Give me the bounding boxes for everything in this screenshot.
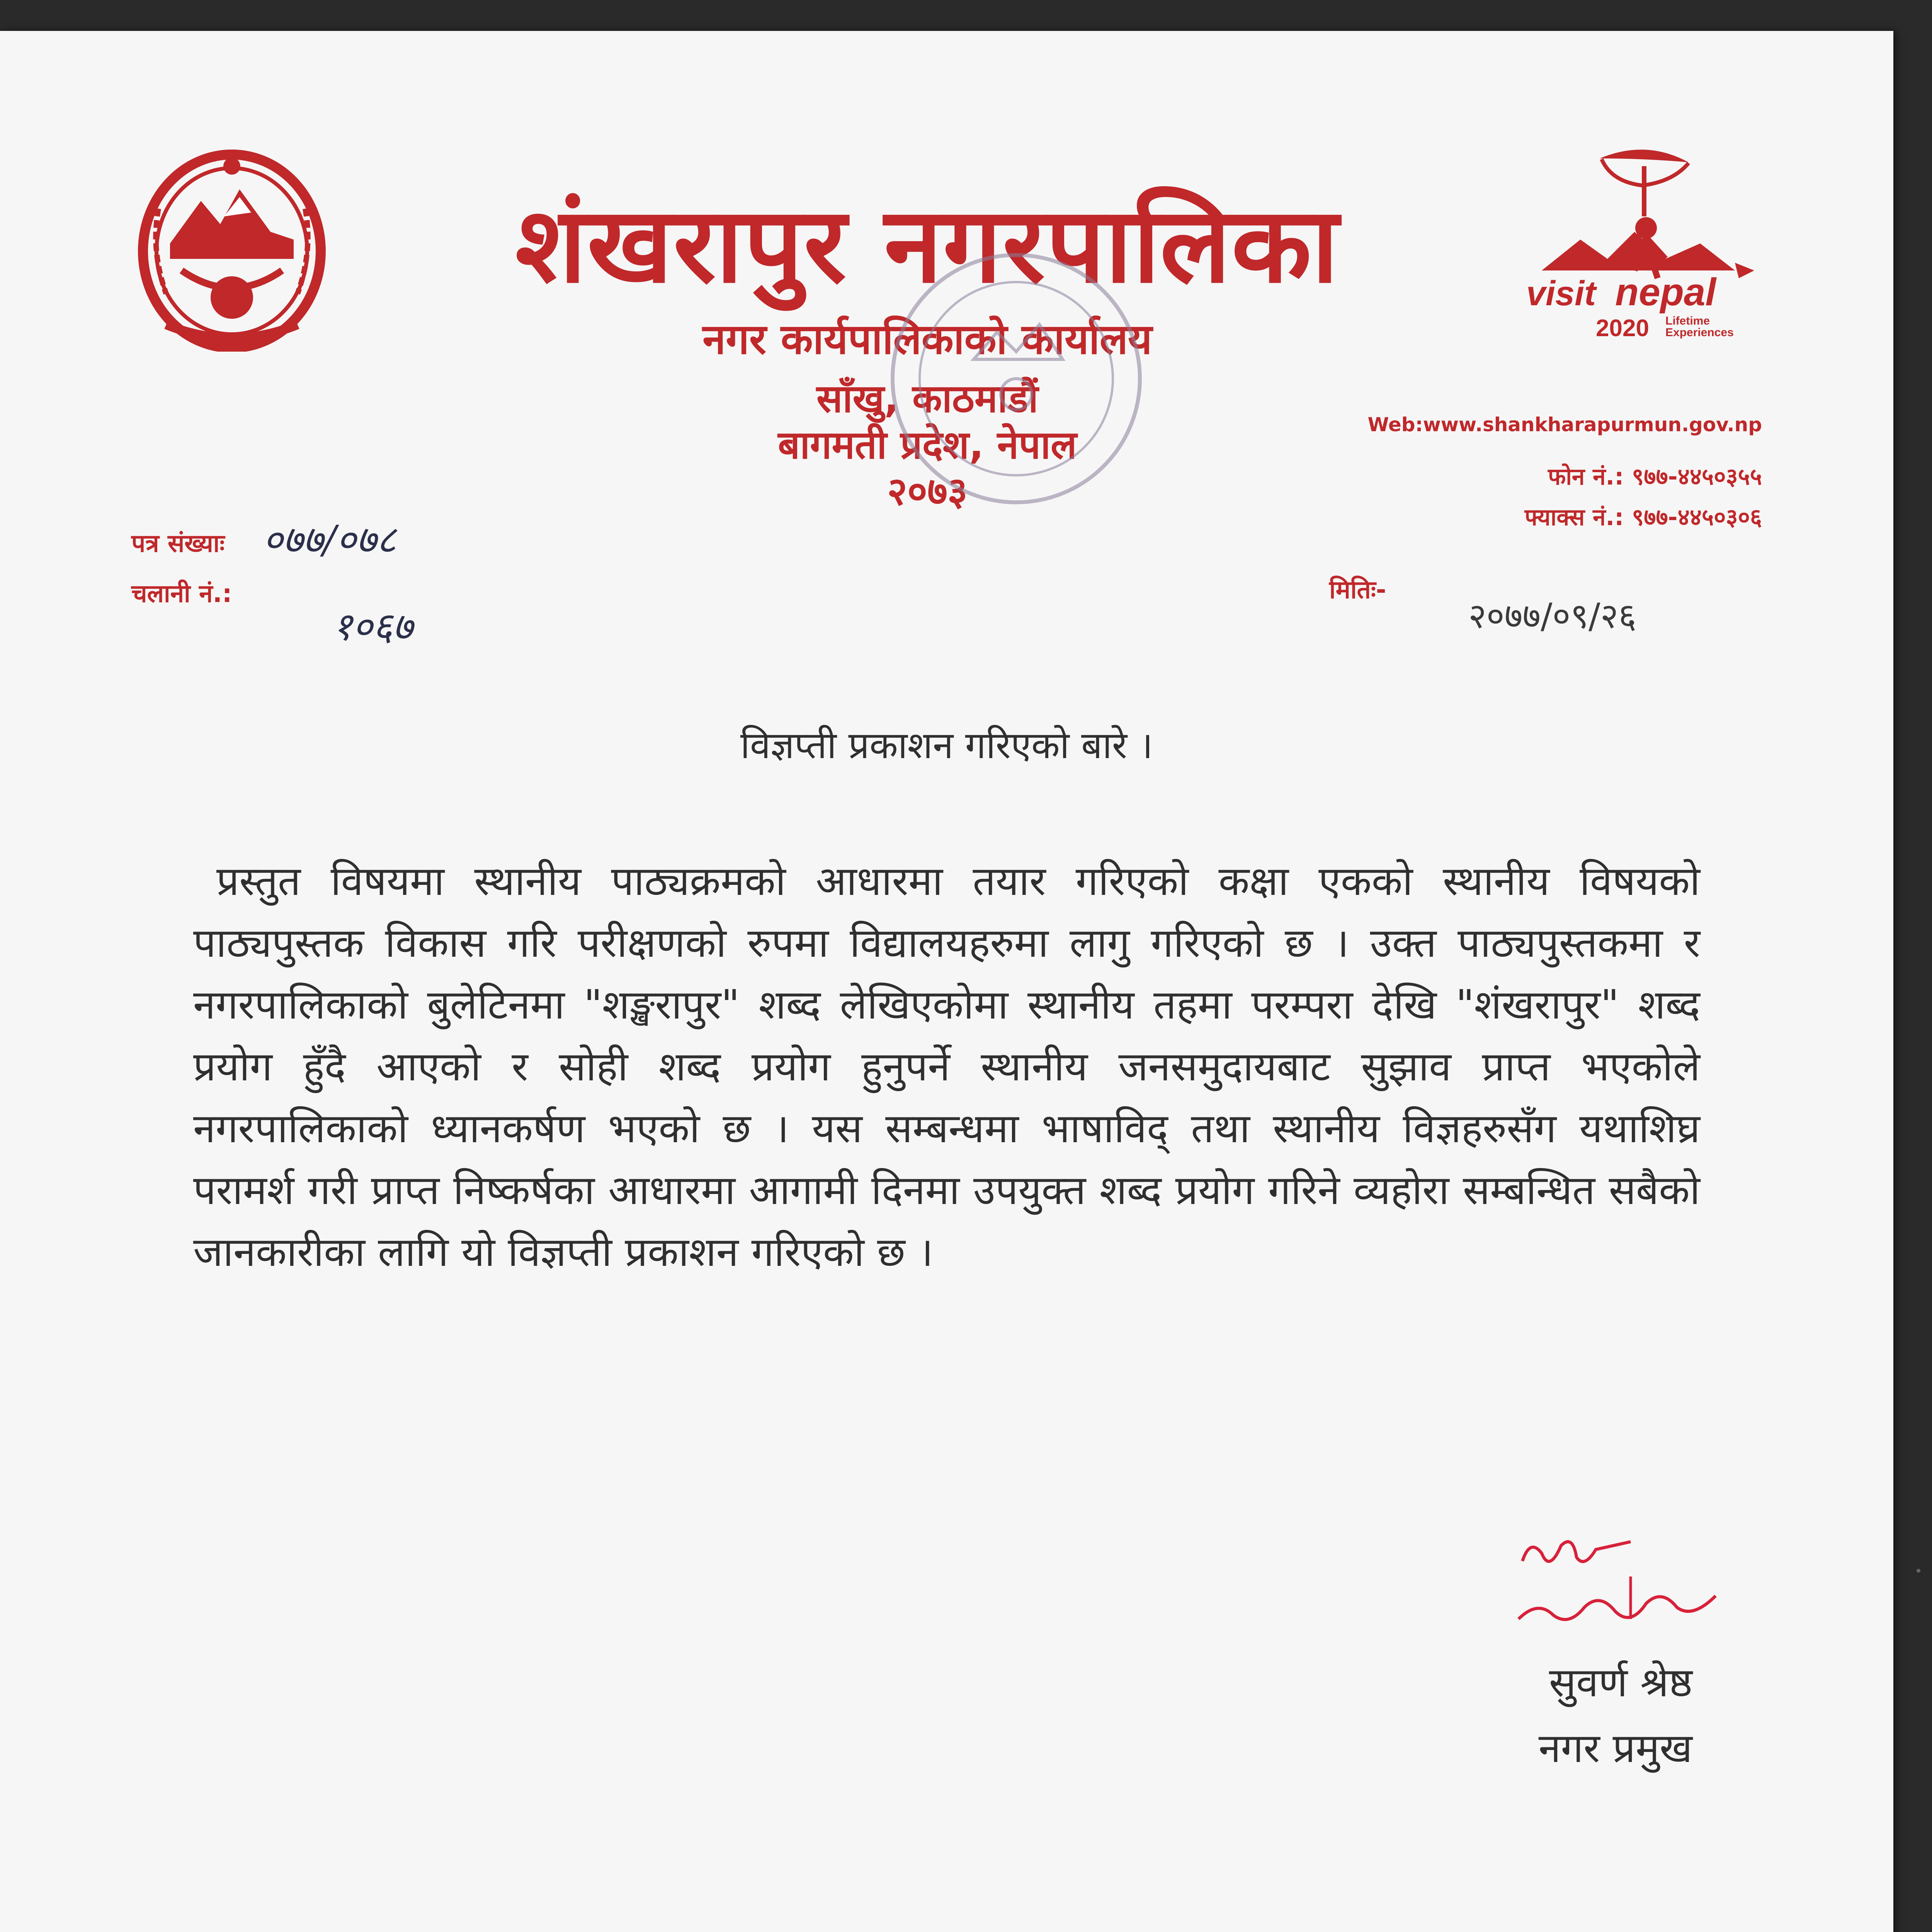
handwritten-signature: [1515, 1530, 1731, 1646]
date-label: मितिः-: [1329, 576, 1386, 604]
paper-speck: [1917, 1569, 1920, 1573]
visit-word: visit: [1526, 274, 1596, 313]
date-value: २०७७/०९/२६: [1468, 596, 1637, 636]
dispatch-number-value: १०६७: [332, 604, 413, 649]
phone-text: फोन नं.: ९७७-४४५०३५५: [1548, 463, 1762, 490]
address-line-2: बागमती प्रदेश, नेपाल: [778, 422, 1077, 468]
municipality-title: शंखरापुर नगरपालिका: [515, 184, 1340, 306]
office-stamp-icon: [881, 232, 1151, 526]
signatory-title: नगर प्रमुख: [1538, 1725, 1692, 1772]
letter-page: [0, 31, 1893, 1932]
office-name: नगर कार्यपालिकाको कार्यालय: [702, 315, 1152, 364]
signatory-name: सुवर्ण श्रेष्ठ: [1549, 1659, 1692, 1706]
reference-number-label: पत्र संख्याः: [131, 529, 225, 558]
fax-text: फ्याक्स नं.: ९७७-४४५०३०६: [1524, 504, 1762, 531]
nepal-emblem-icon: [135, 143, 328, 352]
letter-subject: विज्ञप्ती प्रकाशन गरिएको बारे ।: [740, 724, 1153, 767]
established-year: २०७३: [887, 469, 968, 514]
visit-tagline-2: Experiences: [1665, 326, 1734, 339]
nepal-word: nepal: [1615, 270, 1716, 314]
dispatch-number-label: चलानी नं.:: [131, 580, 232, 608]
reference-number-value: ०७७/०७८: [263, 517, 396, 562]
website-text: Web:www.shankharapurmun.gov.np: [1367, 413, 1762, 436]
visit-tagline-1: Lifetime: [1665, 315, 1710, 327]
address-line-1: साँखु, काठमाडौं: [816, 376, 1038, 421]
letter-body: प्रस्तुत विषयमा स्थानीय पाठ्यक्रमको आधारमा तयार गरिएको कक्षा एकको स्थानीय विषयको पाठ्यपुस्तक विकास गरि परीक्षणको रुपमा विद्यालयहरुमा लागु गरिएको छ । उक्त पाठ्यपुस्तकमा र नगरपालिकाको बुलेटिनमा "शङ्खरापुर" शब्द लेखिएकोमा स्थानीय तहमा परम्परा देखि "शंखरापुर" शब्द प्रयोग हुँदै आएको र सोही शब्द प्रयोग हुनुपर्ने स्थानीय जनसमुदायबाट सुझाव प्राप्त भएकोले नगरपालिकाको ध्यानकर्षण भएको छ । यस सम्बन्धमा भाषाविद् तथा स्थानीय विज्ञहरुसँग यथाशिघ्र परामर्श गरी प्राप्त निष्कर्षका आधारमा आगामी दिनमा उपयुक्त शब्द प्रयोग गरिने व्यहोरा सम्बन्धित सबैको जानकारीका लागि यो विज्ञप्ती प्रकाशन गरिएको छ ।: [193, 857, 1701, 1276]
visit-year: 2020: [1596, 315, 1649, 342]
visit-nepal-2020-logo: [1519, 143, 1758, 359]
